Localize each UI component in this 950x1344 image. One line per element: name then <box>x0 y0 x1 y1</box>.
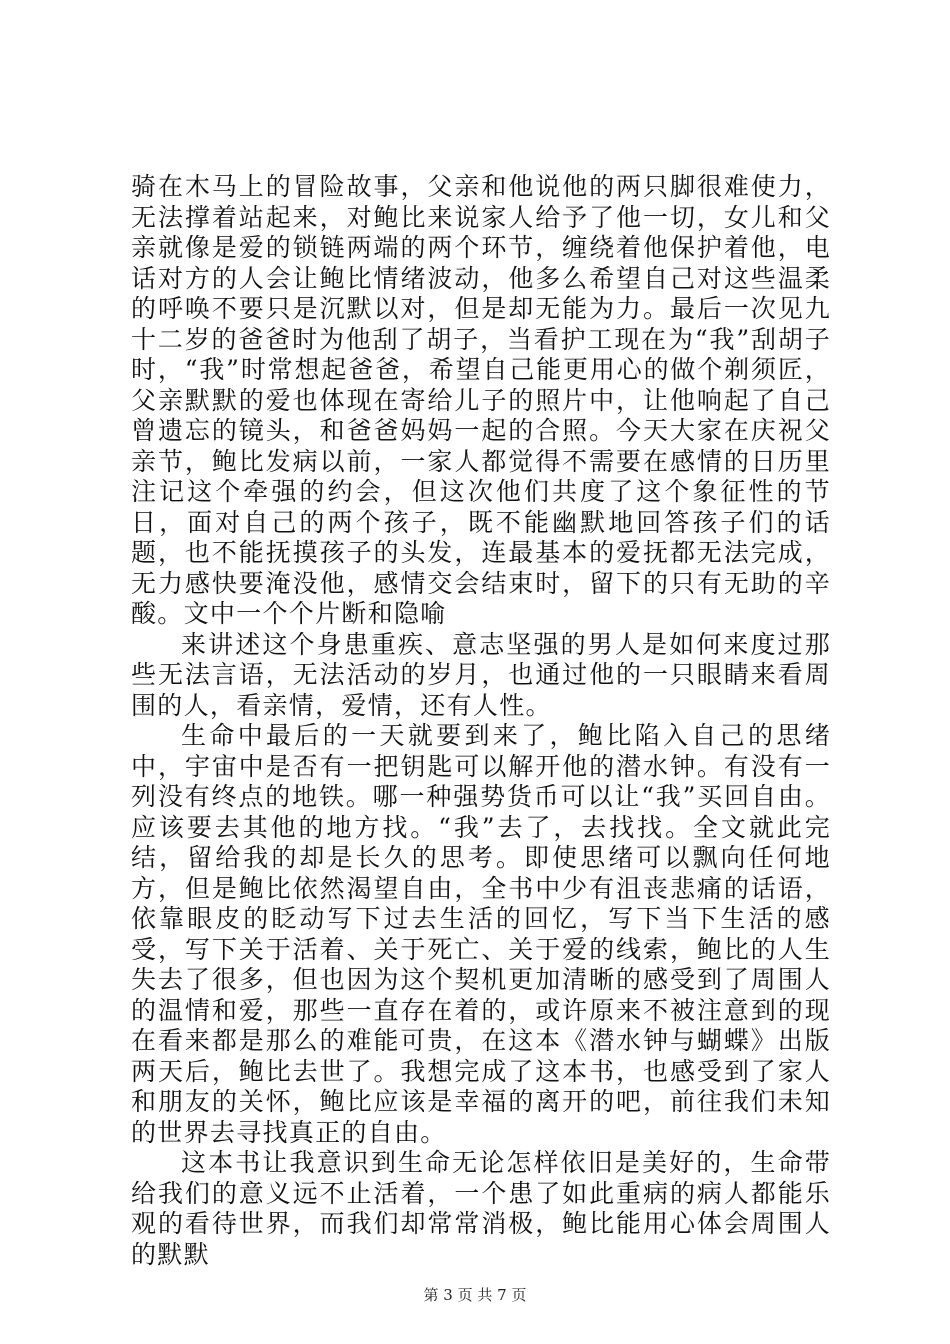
paragraph-2: 来讲述这个身患重疾、意志坚强的男人是如何来度过那些无法言语，无法活动的岁月，也通过他的一只眼睛来看周围的人，看亲情，爱情，还有人性。 <box>131 629 831 720</box>
paragraph-1: 骑在木马上的冒险故事，父亲和他说他的两只脚很难使力，无法撑着站起来，对鲍比来说家人给予了他一切，女儿和父亲就像是爱的锁链两端的两个环节，缠绕着他保护着他，电话对方的人会让鲍比情绪波动，他多么希望自己对这些温柔的呼唤不要只是沉默以对，但是却无能为力。最后一次见九十二岁的爸爸时为他刮了胡子，当看护工现在为“我”刮胡子时，“我”时常想起爸爸，希望自己能更用心的做个剃须匠，父亲默默的爱也体现在寄给儿子的照片中，让他响起了自己曾遗忘的镜头，和爸爸妈妈一起的合照。今天大家在庆祝父亲节，鲍比发病以前，一家人都觉得不需要在感情的日历里注记这个牵强的约会，但这次他们共度了这个象征性的节日，面对自己的两个孩子，既不能幽默地回答孩子们的话题，也不能抚摸孩子的头发，连最基本的爱抚都无法完成，无力感快要淹没他，感情交会结束时，留下的只有无助的辛酸。文中一个个片断和隐喻 <box>131 172 831 628</box>
paragraph-3: 生命中最后的一天就要到来了，鲍比陷入自己的思绪中，宇宙中是否有一把钥匙可以解开他的潜水钟。有没有一列没有终点的地铁。哪一种强势货币可以让“我”买回自由。应该要去其他的地方找。“我”去了，去找找。全文就此完结，留给我的却是长久的思考。即使思绪可以飘向任何地方，但是鲍比依然渴望自由，全书中少有沮丧悲痛的话语，依靠眼皮的眨动写下过去生活的回忆，写下当下生活的感受，写下关于活着、关于死亡、关于爱的线索，鲍比的人生失去了很多，但也因为这个契机更加清晰的感受到了周围人的温情和爱，那些一直存在着的，或许原来不被注意到的现在看来都是那么的难能可贵，在这本《潜水钟与蝴蝶》出版两天后，鲍比去世了。我想完成了这本书，也感受到了家人和朋友的关怀，鲍比应该是幸福的离开的吧，前往我们未知的世界去寻找真正的自由。 <box>131 721 831 1147</box>
paragraph-4: 这本书让我意识到生命无论怎样依旧是美好的，生命带给我们的意义远不止活着，一个患了如此重病的病人都能乐观的看待世界，而我们却常常消极，鲍比能用心体会周围人的默默 <box>131 1148 831 1269</box>
page-number-footer: 第 3 页 共 7 页 <box>423 1286 527 1304</box>
body-text <box>131 172 831 1270</box>
